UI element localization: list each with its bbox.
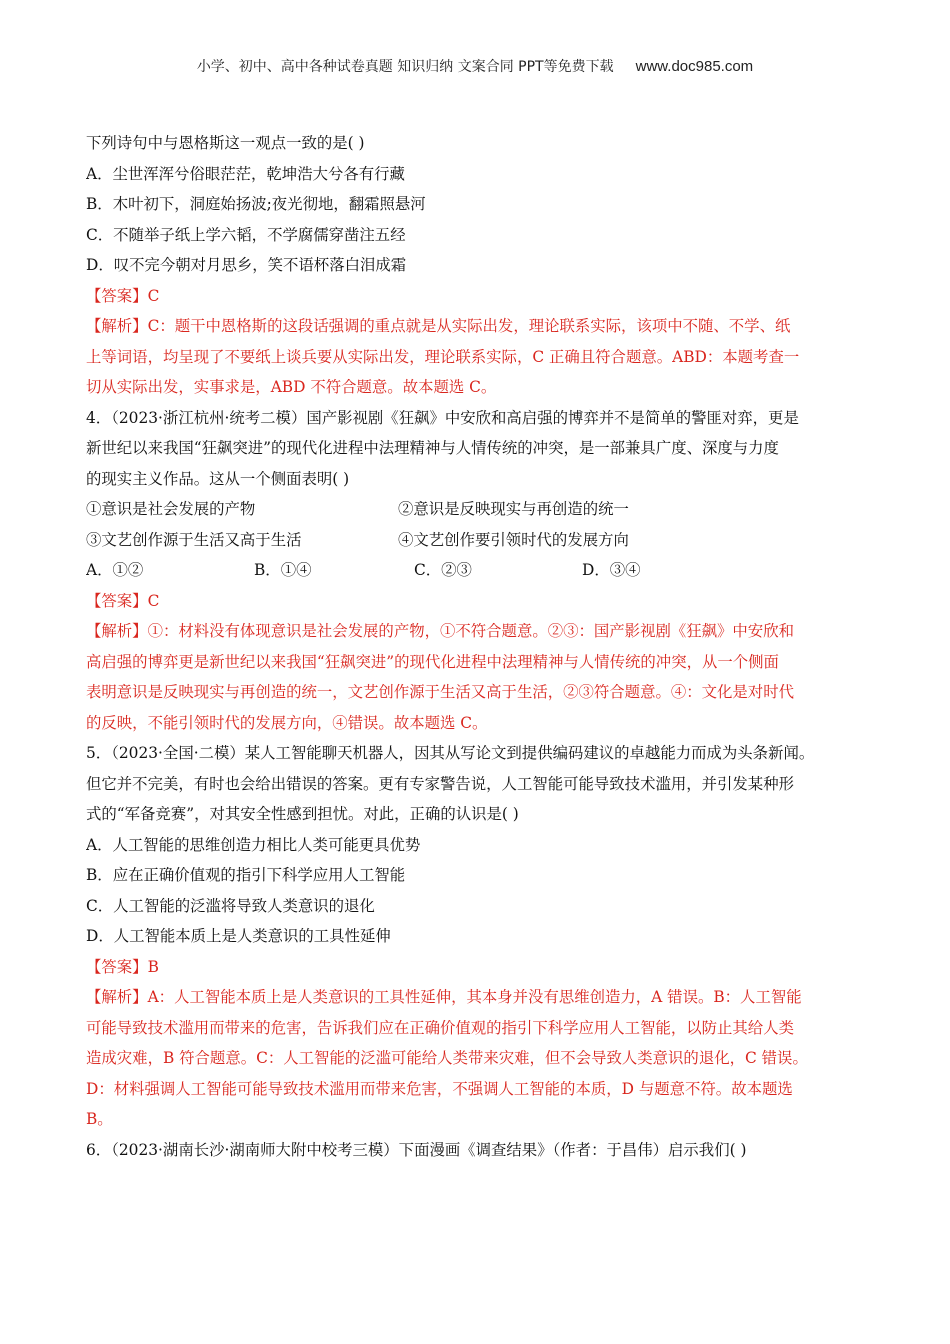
document-body bbox=[86, 128, 866, 1165]
q3-stem: 下列诗句中与恩格斯这一观点一致的是( ) bbox=[86, 134, 365, 152]
q5-stem-line: 式的“军备竞赛”，对其安全性感到担忧。对此，正确的认识是( ) bbox=[86, 805, 519, 823]
q3-answer: 【答案】C bbox=[86, 286, 160, 305]
q3-option-b: B．木叶初下，洞庭始扬波;夜光彻地，翻霜照悬河 bbox=[86, 195, 426, 213]
q4-analysis-line: 的反映，不能引领时代的发展方向，④错误。故本题选 C。 bbox=[86, 713, 488, 732]
q4-statement-2: ②意识是反映现实与再创造的统一 bbox=[398, 500, 629, 518]
q5-analysis-line: 【解析】A：人工智能本质上是人类意识的工具性延伸，其本身并没有思维创造力，A 错误。B：人工智能 bbox=[86, 988, 802, 1006]
q5-analysis-line: 造成灾难，B 符合题意。C：人工智能的泛滥可能给人类带来灾难，但不会导致人类意识的退化，C 错误。 bbox=[86, 1049, 808, 1067]
q4-choice-b: B．①④ bbox=[254, 561, 312, 579]
q5-analysis-line: B。 bbox=[86, 1110, 113, 1128]
q4-analysis-line: 【解析】①：材料没有体现意识是社会发展的产物，①不符合题意。②③：国产影视剧《狂飙》中安欣和 bbox=[86, 622, 794, 640]
page-header bbox=[0, 56, 950, 76]
q6-stem: 6．（2023·湖南长沙·湖南师大附中校考三模）下面漫画《调查结果》（作者：于昌伟）启示我们( ) bbox=[86, 1140, 747, 1159]
header-text: 小学、初中、高中各种试卷真题 知识归纳 文案合同 PPT等免费下载 bbox=[196, 59, 614, 75]
q3-analysis-line: 切从实际出发，实事求是，ABD 不符合题意。故本题选 C。 bbox=[86, 378, 497, 396]
q4-stem-line: 新世纪以来我国“狂飙突进”的现代化进程中法理精神与人情传统的冲突，是一部兼具广度、深度与力度 bbox=[86, 439, 779, 457]
q5-option-b: B．应在正确价值观的指引下科学应用人工智能 bbox=[86, 866, 406, 884]
q4-analysis-line: 表明意识是反映现实与再创造的统一，文艺创作源于生活又高于生活，②③符合题意。④：文化是对时代 bbox=[86, 683, 794, 701]
q4-choice-a: A．①② bbox=[86, 561, 144, 579]
q3-option-d: D．叹不完今朝对月思乡，笑不语杯落白泪成霜 bbox=[86, 256, 407, 274]
q4-answer: 【答案】C bbox=[86, 591, 160, 610]
q4-statement-row bbox=[86, 525, 866, 556]
q5-stem-line: 但它并不完美，有时也会给出错误的答案。更有专家警告说，人工智能可能导致技术滥用，并引发某种形 bbox=[86, 774, 794, 793]
q5-stem-line: 5．（2023·全国·二模）某人工智能聊天机器人，因其从写论文到提供编码建议的卓越能力而成为头条新闻。 bbox=[86, 744, 815, 762]
q4-choice-c: C．②③ bbox=[414, 561, 472, 579]
q5-answer: 【答案】B bbox=[86, 957, 159, 976]
q3-option-c: C．不随举子纸上学六韬，不学腐儒穿凿注五经 bbox=[86, 225, 406, 244]
q3-analysis-line: 【解析】C：题干中恩格斯的这段话强调的重点就是从实际出发，理论联系实际，该项中不随、不学、纸 bbox=[86, 317, 791, 335]
q3-option-a: A．尘世浑浑兮俗眼茫茫，乾坤浩大兮各有行藏 bbox=[86, 164, 405, 183]
q4-statement-3: ③文艺创作源于生活又高于生活 bbox=[86, 530, 302, 549]
q4-analysis-line: 高启强的博弈更是新世纪以来我国“狂飙突进”的现代化进程中法理精神与人情传统的冲突，从一个侧面 bbox=[86, 652, 779, 671]
q4-statement-1: ①意识是社会发展的产物 bbox=[86, 500, 256, 518]
q4-statement-row bbox=[86, 494, 866, 525]
q5-analysis-line: 可能导致技术滥用而带来的危害，告诉我们应在正确价值观的指引下科学应用人工智能，以防止其给人类 bbox=[86, 1018, 794, 1037]
header-url[interactable]: www.doc985.com bbox=[635, 58, 754, 75]
q5-analysis-line: D：材料强调人工智能可能导致技术滥用而带来危害，不强调人工智能的本质，D 与题意不符。故本题选 bbox=[86, 1079, 793, 1098]
q5-option-a: A．人工智能的思维创造力相比人类可能更具优势 bbox=[86, 835, 421, 854]
q5-option-d: D．人工智能本质上是人类意识的工具性延伸 bbox=[86, 927, 391, 945]
q4-choices-row bbox=[86, 555, 866, 586]
q4-choice-d: D．③④ bbox=[582, 561, 641, 579]
q3-analysis-line: 上等词语，均呈现了不要纸上谈兵要从实际出发，理论联系实际，C 正确且符合题意。ABD：本题考查一 bbox=[86, 347, 800, 366]
q5-option-c: C．人工智能的泛滥将导致人类意识的退化 bbox=[86, 896, 375, 915]
q4-statement-4: ④文艺创作要引领时代的发展方向 bbox=[398, 530, 629, 549]
q4-stem-line: 的现实主义作品。这从一个侧面表明( ) bbox=[86, 469, 350, 488]
q4-stem-line: 4．（2023·浙江杭州·统考二模）国产影视剧《狂飙》中安欣和高启强的博弈并不是简单的警匪对弈，更是 bbox=[86, 408, 799, 427]
